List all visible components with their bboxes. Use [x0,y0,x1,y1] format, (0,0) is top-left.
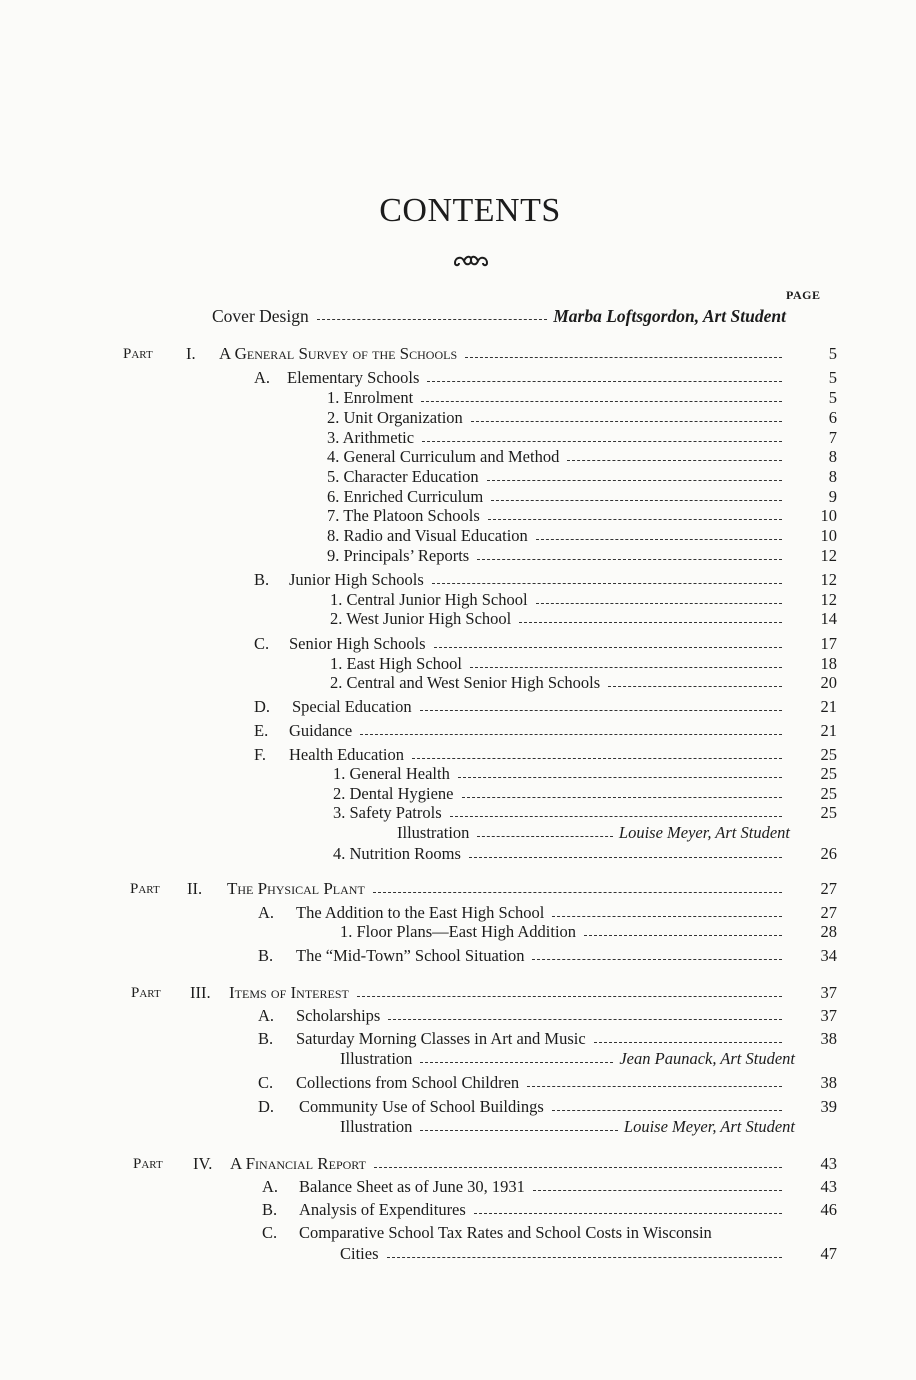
page-number: 10 [820,506,837,525]
toc-entry-text: 8. Radio and Visual Education [327,526,528,545]
page-number: 17 [820,634,837,653]
toc-entry-text: Illustration [340,1049,413,1068]
toc-entry-text: The Physical Plant [227,879,365,898]
toc-entry-text: Illustration [340,1117,413,1136]
dot-leader [470,666,782,668]
page-number: 25 [820,745,837,764]
toc-entry-row [296,1029,788,1049]
section-letter: C. [258,1073,274,1092]
toc-entry-text: The “Mid-Town” School Situation [296,946,525,965]
dot-leader [608,685,782,687]
illustration-credit: Louise Meyer, Art Student [618,823,790,842]
part-numeral: I. [186,344,196,363]
toc-entry-row [299,1097,788,1117]
page-number: 27 [820,903,837,922]
toc-entry-text: 1. General Health [333,764,450,783]
dot-leader [584,934,782,936]
toc-entry-row [327,408,788,428]
toc-entry-text: 3. Safety Patrols [333,803,442,822]
dot-leader [552,1109,782,1111]
section-letter: C. [254,634,270,653]
page-number: 20 [820,673,837,692]
section-letter: D. [258,1097,275,1116]
section-letter: E. [254,721,269,740]
dot-leader [465,356,782,358]
dot-leader [491,499,782,501]
section-letter: B. [254,570,270,589]
section-letter: A. [262,1177,279,1196]
toc-entry-text: 2. Central and West Senior High Schools [330,673,601,692]
part-label: Part [131,985,161,1001]
toc-entry-text: 1. Enrolment [327,388,414,407]
toc-entry-text: A Financial Report [230,1154,366,1173]
section-letter: A. [258,1006,275,1025]
page-number: 43 [820,1154,837,1173]
toc-part-row [230,1154,788,1174]
dot-leader [532,958,782,960]
toc-entry-text: 9. Principals’ Reports [327,546,470,565]
dot-leader [487,479,782,481]
page-number: 21 [820,721,837,740]
toc-entry-row [292,697,788,717]
toc-part-row [227,879,788,899]
page-number: 12 [820,590,837,609]
dot-leader [552,915,782,917]
section-letter: D. [254,697,271,716]
toc-entry-text: Guidance [289,721,353,740]
section-letter: A. [254,368,271,387]
dot-leader [536,602,782,604]
toc-entry-text: Junior High Schools [289,570,424,589]
page-number: 37 [820,1006,837,1025]
page-number: 7 [828,428,837,447]
dot-leader [567,459,782,461]
toc-entry-row [330,609,788,629]
toc-entry-text: Items of Interest [229,983,349,1002]
toc-entry-text: Analysis of Expenditures [299,1200,466,1219]
toc-entry-row [333,764,788,784]
section-letter: B. [262,1200,278,1219]
page-number: 10 [820,526,837,545]
toc-entry-text: Comparative School Tax Rates and School Costs in Wisconsin [299,1223,712,1242]
page-number: 21 [820,697,837,716]
toc-entry-text: 2. Dental Hygiene [333,784,454,803]
toc-entry-row [333,844,788,864]
toc-entry-text: 4. General Curriculum and Method [327,447,560,466]
dot-leader [519,621,782,623]
section-letter: F. [254,745,266,764]
toc-entry-text: The Addition to the East High School [296,903,545,922]
dot-leader [420,1061,613,1063]
toc-entry-row [327,388,788,408]
dot-leader [471,420,782,422]
page-column-header: PAGE [786,288,821,302]
dot-leader [420,709,782,711]
part-label: Part [130,881,160,897]
toc-entry-row [340,922,788,942]
toc-entry-text: Health Education [289,745,405,764]
dot-leader [360,733,782,735]
page-number: 43 [820,1177,837,1196]
part-numeral: III. [190,983,211,1002]
toc-entry-text: Community Use of School Buildings [299,1097,544,1116]
dot-leader [458,776,782,778]
page-number: 27 [820,879,837,898]
toc-entry-text: Cities [340,1244,379,1263]
dot-leader [477,835,613,837]
dot-leader [432,582,782,584]
dot-leader [420,1129,618,1131]
section-letter: A. [258,903,275,922]
page-number: 5 [828,344,837,363]
section-letter: C. [262,1223,278,1242]
dot-leader [373,891,782,893]
toc-entry-text: 2. Unit Organization [327,408,463,427]
toc-entry-row [327,428,788,448]
page-number: 25 [820,764,837,783]
page-number: 12 [820,570,837,589]
dot-leader [536,538,782,540]
toc-entry-text: 1. Floor Plans—East High Addition [340,922,577,941]
toc-entry-text: Balance Sheet as of June 30, 1931 [299,1177,525,1196]
page-number: 25 [820,803,837,822]
toc-entry-row [327,447,788,467]
toc-entry-row [296,1006,788,1026]
toc-entry-text: Special Education [292,697,412,716]
toc-entry-row [327,526,788,546]
toc-entry-row [327,506,788,526]
toc-entry-text: 3. Arithmetic [327,428,415,447]
toc-entry-text: Senior High Schools [289,634,426,653]
toc-entry-text: 1. East High School [330,654,462,673]
toc-entry-row [340,1117,795,1137]
page-number: 6 [828,408,837,427]
toc-entry-text: Collections from School Children [296,1073,520,1092]
toc-entry-row [289,634,788,654]
cover-label: Cover Design [212,306,309,326]
dot-leader [422,440,782,442]
page-number: 8 [828,447,837,466]
cover-design-row [212,306,786,326]
dot-leader [374,1166,782,1168]
illustration-credit: Louise Meyer, Art Student [623,1117,795,1136]
section-letter: B. [258,1029,274,1048]
toc-entry-row [333,784,788,804]
page-number: 37 [820,983,837,1002]
page-number: 47 [820,1244,837,1263]
dot-leader [317,318,548,320]
dot-leader [412,757,782,759]
toc-entry-text: Illustration [397,823,470,842]
toc-entry-row [340,1244,788,1264]
toc-part-row [229,983,788,1003]
toc-entry-row [327,467,788,487]
dot-leader [427,380,782,382]
part-label: Part [133,1156,163,1172]
page-number: 38 [820,1073,837,1092]
dot-leader [469,856,782,858]
page-number: 5 [828,388,837,407]
page-number: 25 [820,784,837,803]
toc-entry-row [397,823,790,843]
page-number: 28 [820,922,837,941]
dot-leader [450,815,782,817]
dot-leader [474,1212,782,1214]
dot-leader [477,558,782,560]
toc-entry-text: 6. Enriched Curriculum [327,487,484,506]
page-number: 18 [820,654,837,673]
toc-entry-row [289,570,788,590]
toc-entry-row [330,654,788,674]
toc-entry-row [296,946,788,966]
page-number: 46 [820,1200,837,1219]
toc-entry-text: A General Survey of the Schools [219,344,458,363]
toc-entry-row [289,745,788,765]
toc-entry-row [330,673,788,693]
toc-entry-row [296,903,788,923]
toc-entry-text: Elementary Schools [287,368,420,387]
toc-entry-text: Saturday Morning Classes in Art and Music [296,1029,586,1048]
toc-entry-text: 7. The Platoon Schools [327,506,480,525]
toc-entry-text: Scholarships [296,1006,381,1025]
toc-entry-row [330,590,788,610]
toc-entry-row [289,721,788,741]
part-numeral: IV. [193,1154,213,1173]
page-number: 34 [820,946,837,965]
dot-leader [594,1041,782,1043]
dot-leader [488,518,782,520]
toc-entry-row [296,1073,788,1093]
toc-entry-row [299,1177,788,1197]
page-number: 38 [820,1029,837,1048]
illustration-credit: Jean Paunack, Art Student [619,1049,795,1068]
page-number: 5 [828,368,837,387]
page-number: 9 [828,487,837,506]
dot-leader [462,796,782,798]
dot-leader [388,1018,782,1020]
part-label: Part [123,346,153,362]
page-title: CONTENTS [379,192,561,229]
toc-entry-row [340,1049,795,1069]
page-number: 8 [828,467,837,486]
dot-leader [434,646,782,648]
toc-entry-text: 4. Nutrition Rooms [333,844,461,863]
toc-entry-row [327,546,788,566]
toc-entry-text: 5. Character Education [327,467,479,486]
toc-entry-row [333,803,788,823]
cover-credit: Marba Loftsgordon, Art Student [553,306,786,326]
toc-entry-row [299,1200,788,1220]
dot-leader [527,1085,782,1087]
dot-leader [357,995,782,997]
dot-leader [387,1256,782,1258]
toc-entry-text: 1. Central Junior High School [330,590,528,609]
dot-leader [533,1189,782,1191]
part-numeral: II. [187,879,203,898]
fleuron-ornament-icon [452,253,490,269]
toc-part-row [219,344,788,364]
toc-entry-row [287,368,788,388]
page-number: 26 [820,844,837,863]
page-number: 39 [820,1097,837,1116]
toc-entry-text: 2. West Junior High School [330,609,512,628]
section-letter: B. [258,946,274,965]
page-number: 12 [820,546,837,565]
dot-leader [421,400,782,402]
toc-entry-row [327,487,788,507]
page-number: 14 [820,609,837,628]
